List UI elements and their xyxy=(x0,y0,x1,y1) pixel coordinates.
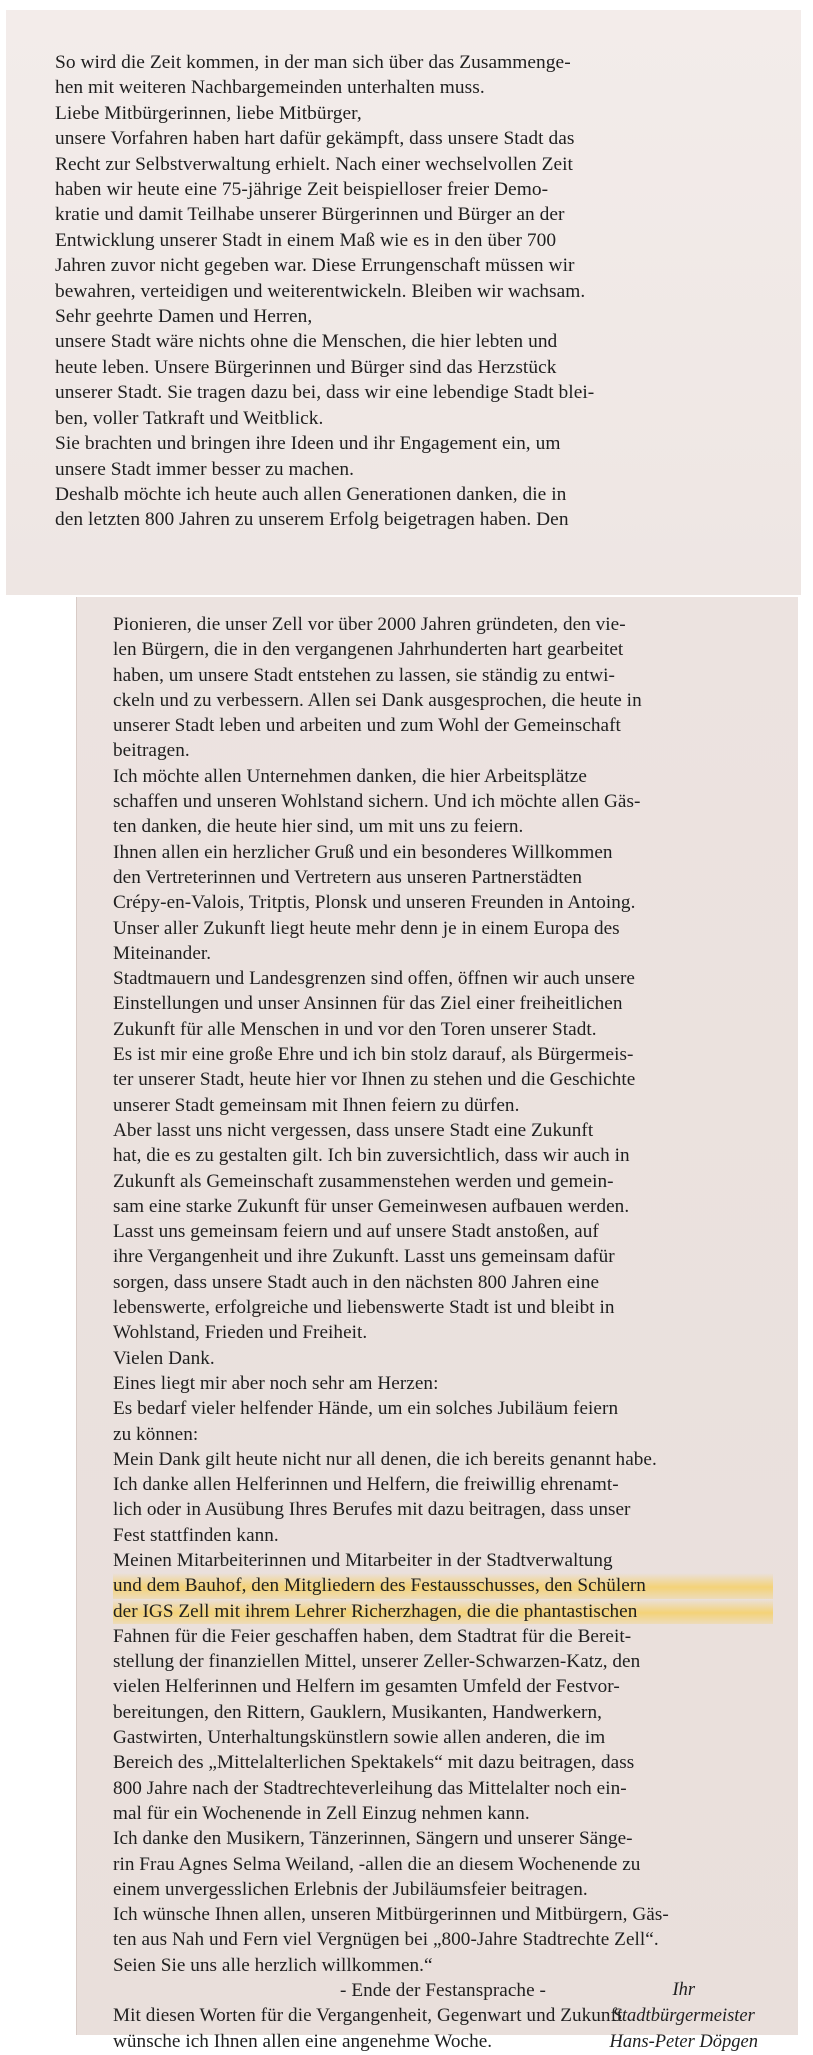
text-line: den Vertreterinnen und Vertretern aus unseren Partnerstädten xyxy=(113,866,583,888)
text-line: vielen Helferinnen und Helfern im gesamten Umfeld der Festvor- xyxy=(113,1676,620,1698)
text-line: ter unserer Stadt, heute hier vor Ihnen zu stehen und die Geschichte xyxy=(113,1069,636,1091)
text-line: Stadtmauern und Landesgrenzen sind offen, öffnen wir auch unsere xyxy=(113,968,635,990)
text-line: stellung der finanziellen Mittel, unserer Zeller-Schwarzen-Katz, den xyxy=(113,1651,641,1673)
text-line: zu können: xyxy=(113,1423,199,1445)
text-line: heute leben. Unsere Bürgerinnen und Bürger sind das Herzstück xyxy=(55,356,557,378)
text-line: einem unvergesslichen Erlebnis der Jubiläumsfeier beitragen. xyxy=(113,1878,588,1900)
article-clipping-top xyxy=(6,10,801,595)
text-line: kratie und damit Teilhabe unserer Bürgerinnen und Bürger an der xyxy=(55,204,565,226)
text-line: Ich danke den Musikern, Tänzerinnen, Sängern und unserer Sänge- xyxy=(113,1828,633,1850)
highlighted-text-line: der IGS Zell mit ihrem Lehrer Richerzhagen, die die phantastischen xyxy=(113,1599,773,1624)
text-line: Ich wünsche Ihnen allen, unseren Mitbürgerinnen und Mitbürgern, Gäs- xyxy=(113,1904,669,1926)
text-line: unserer Stadt leben und arbeiten und zum Wohl der Gemeinschaft xyxy=(113,715,621,737)
text-line: So wird die Zeit kommen, in der man sich über das Zusammenge- xyxy=(55,52,571,73)
text-line: hen mit weiteren Nachbargemeinden unterhalten muss. xyxy=(55,77,485,99)
text-line: ckeln und zu verbessern. Allen sei Dank ausgesprochen, die heute in xyxy=(113,689,642,711)
text-line: lich oder in Ausübung Ihres Berufes mit dazu beitragen, dass unser xyxy=(113,1499,631,1521)
text-line: Gastwirten, Unterhaltungskünstlern sowie allen anderen, die im xyxy=(113,1727,606,1749)
text-line: ten aus Nah und Fern viel Vergnügen bei „800-Jahre Stadtrechte Zell“. xyxy=(113,1929,659,1951)
text-line: bereitungen, den Rittern, Gauklern, Musikanten, Handwerkern, xyxy=(113,1701,602,1723)
text-line: Wohlstand, Frieden und Freiheit. xyxy=(113,1322,368,1344)
text-line: bewahren, verteidigen und weiterentwickeln. Bleiben wir wachsam. xyxy=(55,280,586,302)
text-line: den letzten 800 Jahren zu unserem Erfolg beigetragen haben. Den xyxy=(55,509,569,531)
text-line: Zukunft als Gemeinschaft zusammenstehen werden und gemein- xyxy=(113,1170,614,1192)
text-line: unserer Stadt. Sie tragen dazu bei, dass wir eine lebendige Stadt blei- xyxy=(55,382,595,404)
text-line: beitragen. xyxy=(113,740,190,762)
text-line: Zukunft für alle Menschen in und vor den Toren unserer Stadt. xyxy=(113,1018,597,1040)
text-line: ben, voller Tatkraft und Weitblick. xyxy=(55,407,324,429)
text-line: Aber lasst uns nicht vergessen, dass unsere Stadt eine Zukunft xyxy=(113,1119,594,1141)
text-line: Mein Dank gilt heute nicht nur all denen, die ich bereits genannt habe. xyxy=(113,1448,657,1470)
text-line: Ich möchte allen Unternehmen danken, die hier Arbeitsplätze xyxy=(113,765,587,787)
text-line: Sehr geehrte Damen und Herren, xyxy=(55,306,313,328)
text-line: Liebe Mitbürgerinnen, liebe Mitbürger, xyxy=(55,102,362,124)
text-line: Bereich des „Mittelalterlichen Spektakels“ mit dazu beitragen, dass xyxy=(113,1752,635,1774)
text-line: Es ist mir eine große Ehre und ich bin stolz darauf, als Bürgermeis- xyxy=(113,1044,634,1066)
text-line: Einstellungen und unser Ansinnen für das Ziel einer freiheitlichen xyxy=(113,993,623,1015)
signature-name: Hans-Peter Döpgen xyxy=(609,2032,758,2052)
signature-block xyxy=(610,1977,758,2055)
text-line: Miteinander. xyxy=(113,942,212,964)
text-line: Entwicklung unserer Stadt in einem Maß wie es in den über 700 xyxy=(55,229,557,251)
text-line: unsere Vorfahren haben hart dafür gekämpft, dass unsere Stadt das xyxy=(55,128,575,150)
text-line: Meinen Mitarbeiterinnen und Mitarbeiter in der Stadtverwaltung xyxy=(113,1549,613,1571)
text-line: hat, die es zu gestalten gilt. Ich bin zuversichtlich, dass wir auch in xyxy=(113,1145,630,1167)
text-line: Es bedarf vieler helfender Hände, um ein solches Jubiläum feiern xyxy=(113,1398,619,1420)
text-line: schaffen und unseren Wohlstand sichern. Und ich möchte allen Gäs- xyxy=(113,791,641,813)
text-line: Sie brachten und bringen ihre Ideen und ihr Engagement ein, um xyxy=(55,433,561,455)
highlighted-text-line: und dem Bauhof, den Mitgliedern des Festausschusses, den Schülern xyxy=(113,1573,773,1598)
text-line: Recht zur Selbstverwaltung erhielt. Nach einer wechselvollen Zeit xyxy=(55,153,573,175)
text-line: sorgen, dass unsere Stadt auch in den nächsten 800 Jahren eine xyxy=(113,1271,600,1293)
text-line: len Bürgern, die in den vergangenen Jahrhunderten hart gearbeitet xyxy=(113,639,624,661)
text-line: ten danken, die heute hier sind, um mit uns zu feiern. xyxy=(113,816,524,838)
text-line: ihre Vergangenheit und ihre Zukunft. Lasst uns gemeinsam dafür xyxy=(113,1246,615,1268)
signature-line: Ihr xyxy=(672,1980,696,2000)
text-line: Jahren zuvor nicht gegeben war. Diese Errungenschaft müssen wir xyxy=(55,255,575,277)
text-line: Crépy-en-Valois, Tritptis, Plonsk und unseren Freunden in Antoing. xyxy=(113,892,636,914)
text-line: Fest stattfinden kann. xyxy=(113,1524,279,1546)
text-line: haben, um unsere Stadt entstehen zu lassen, sie ständig zu entwi- xyxy=(113,664,615,686)
text-line: Seien Sie uns alle herzlich willkommen.“ xyxy=(113,1954,433,1976)
text-line: Lasst uns gemeinsam feiern und auf unsere Stadt anstoßen, auf xyxy=(113,1221,599,1243)
text-line: haben wir heute eine 75-jährige Zeit beispielloser freier Demo- xyxy=(55,179,549,201)
text-line: Unser aller Zukunft liegt heute mehr denn je in einem Europa des xyxy=(113,917,620,939)
text-line: 800 Jahre nach der Stadtrechteverleihung das Mittelalter noch ein- xyxy=(113,1777,627,1799)
text-line: Fahnen für die Feier geschaffen haben, dem Stadtrat für die Bereit- xyxy=(113,1625,632,1647)
article-clipping-bottom xyxy=(76,597,798,2052)
text-line: Deshalb möchte ich heute auch allen Generationen danken, die in xyxy=(55,483,567,505)
text-line: Eines liegt mir aber noch sehr am Herzen: xyxy=(113,1372,439,1394)
text-line: Ihnen allen ein herzlicher Gruß und ein besonderes Willkommen xyxy=(113,841,613,863)
text-line: wünsche ich Ihnen allen eine angenehme Woche. xyxy=(113,2030,493,2052)
text-line: Mit diesen Worten für die Vergangenheit, Gegenwart und Zukunft xyxy=(113,2005,623,2027)
text-line: Ich danke allen Helferinnen und Helfern, die freiwillig ehrenamt- xyxy=(113,1474,619,1496)
end-marker: - Ende der Festansprache - xyxy=(340,1980,546,2002)
text-line: lebenswerte, erfolgreiche und liebenswerte Stadt ist und bleibt in xyxy=(113,1297,615,1319)
signature-title: Stadtbürgermeister xyxy=(612,2006,755,2026)
text-line: Pionieren, die unser Zell vor über 2000 Jahren gründeten, den vie- xyxy=(113,614,626,635)
text-line: rin Frau Agnes Selma Weiland, -allen die an diesem Wochenende zu xyxy=(113,1853,641,1875)
text-line: unsere Stadt immer besser zu machen. xyxy=(55,458,355,480)
text-line: unsere Stadt wäre nichts ohne die Menschen, die hier lebten und xyxy=(55,331,558,353)
text-line: Vielen Dank. xyxy=(113,1347,215,1369)
text-line: sam eine starke Zukunft für unser Gemeinwesen aufbauen werden. xyxy=(113,1195,630,1217)
text-line: mal für ein Wochenende in Zell Einzug nehmen kann. xyxy=(113,1802,530,1824)
text-line: unserer Stadt gemeinsam mit Ihnen feiern zu dürfen. xyxy=(113,1094,520,1116)
